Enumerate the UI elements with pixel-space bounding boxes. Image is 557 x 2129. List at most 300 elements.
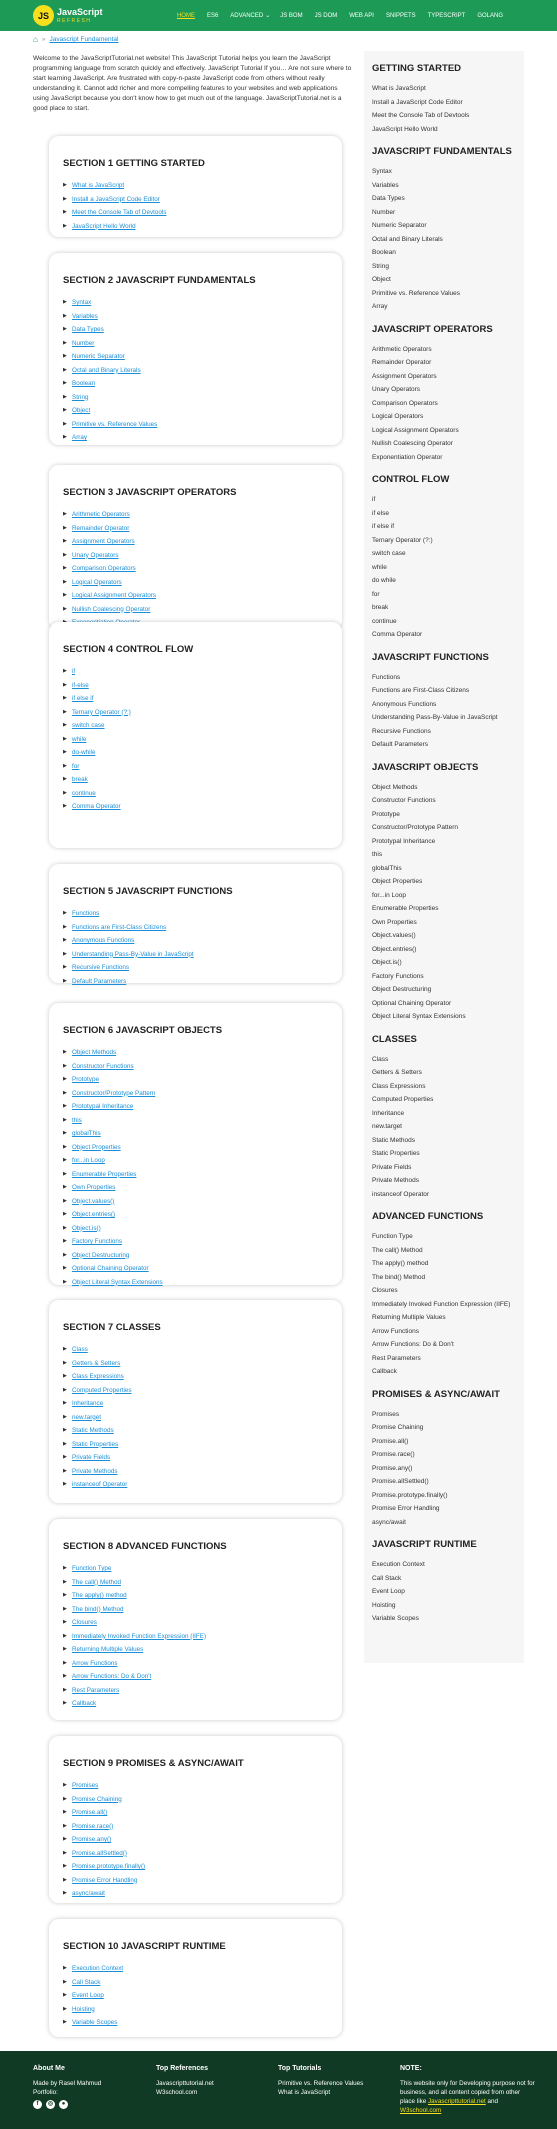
topic-link[interactable]: Numeric Separator — [72, 353, 125, 360]
bullet-triangle-icon: ▶ — [63, 1265, 67, 1271]
sidebar-item[interactable]: Factory Functions — [372, 972, 424, 980]
topic-link[interactable]: Optional Chaining Operator — [72, 1265, 149, 1272]
sidebar-item[interactable]: Inheritance — [372, 1109, 405, 1117]
logo-mark: JS — [33, 5, 54, 26]
topic-link[interactable]: The apply() method — [72, 1592, 127, 1599]
section-title: SECTION 3 JAVASCRIPT OPERATORS — [63, 487, 237, 498]
nav-item-typescript[interactable]: TYPESCRIPT — [427, 12, 466, 19]
sidebar-item[interactable]: Class Expressions — [372, 1082, 426, 1090]
sidebar-item[interactable]: Constructor Functions — [372, 797, 436, 804]
sidebar-item[interactable]: Own Properties — [372, 918, 417, 926]
nav-item-es6[interactable]: ES6 — [206, 12, 219, 19]
sidebar-item[interactable]: Remainder Operator — [372, 359, 432, 366]
bullet-triangle-icon: ▶ — [63, 1238, 67, 1244]
sidebar-item[interactable]: Comparison Operators — [372, 399, 438, 407]
sidebar-item[interactable]: Arithmetic Operators — [372, 345, 432, 353]
bullet-triangle-icon: ▶ — [63, 1440, 67, 1447]
sidebar-item[interactable]: Default Parameters — [372, 741, 428, 748]
sidebar-item[interactable]: Number — [372, 208, 396, 216]
topic-link[interactable]: async/await — [72, 1890, 105, 1897]
topic-link[interactable]: Variables — [72, 312, 98, 320]
list-item — [63, 1962, 342, 1976]
sidebar-item[interactable]: switch case — [372, 550, 406, 557]
topic-link[interactable]: Promise Chaining — [72, 1795, 122, 1803]
topic-link[interactable]: Enumerable Properties — [72, 1170, 137, 1178]
sidebar-item[interactable]: Private Methods — [372, 1177, 419, 1184]
topic-link[interactable]: Nullish Coalescing Operator — [72, 605, 151, 613]
sidebar-item[interactable]: Recursive Functions — [372, 727, 431, 735]
sidebar-item[interactable]: Function Type — [372, 1233, 413, 1240]
sidebar-item[interactable]: Optional Chaining Operator — [372, 999, 452, 1007]
topic-link[interactable]: Syntax — [72, 299, 92, 306]
sidebar — [364, 51, 524, 1663]
topic-link[interactable]: Promises — [72, 1782, 99, 1789]
topic-link[interactable]: Promise.any() — [72, 1836, 112, 1843]
sidebar-item[interactable]: Arrow Functions — [372, 1327, 419, 1335]
topic-link[interactable]: What is JavaScript — [72, 182, 125, 189]
topic-link[interactable]: Arithmetic Operators — [72, 511, 130, 518]
sidebar-item[interactable]: Functions are First-Class Citizens — [372, 687, 470, 694]
footer-tutorials-title: Top Tutorials — [278, 2065, 322, 2072]
sidebar-item[interactable]: Syntax — [372, 168, 392, 175]
sidebar-item[interactable]: JavaScript Hello World — [372, 125, 438, 133]
facebook-icon[interactable]: f — [33, 2100, 42, 2109]
topic-link[interactable]: Returning Multiple Values — [72, 1646, 144, 1653]
topic-link[interactable]: Prototypal Inheritance — [72, 1103, 134, 1110]
sidebar-item[interactable]: Anonymous Functions — [372, 700, 437, 708]
bullet-triangle-icon: ▶ — [63, 1876, 67, 1883]
topic-link[interactable]: Object Destructuring — [72, 1251, 130, 1259]
section-link-list — [63, 296, 342, 445]
sidebar-item[interactable]: Install a JavaScript Code Editor — [372, 98, 463, 106]
sidebar-item[interactable]: The apply() method — [372, 1260, 429, 1267]
bullet-triangle-icon: ▶ — [63, 605, 67, 612]
sidebar-item[interactable]: globalThis — [372, 864, 402, 872]
topic-link[interactable]: Event Loop — [72, 1992, 104, 1999]
sidebar-item[interactable]: Nullish Coalescing Operator — [372, 440, 453, 447]
list-item — [63, 1793, 342, 1807]
topic-link[interactable]: Own Properties — [72, 1184, 116, 1191]
sidebar-item[interactable]: Event Loop — [372, 1588, 405, 1595]
sidebar-item[interactable]: String — [372, 262, 389, 270]
list-item — [63, 179, 342, 193]
topic-link[interactable]: Private Fields — [72, 1454, 111, 1461]
sidebar-item[interactable]: Prototypal Inheritance — [372, 837, 436, 845]
sidebar-item[interactable]: The call() Method — [372, 1246, 423, 1254]
sidebar-item[interactable]: Understanding Pass-By-Value in JavaScript — [372, 714, 498, 721]
sidebar-item[interactable]: Functions — [372, 673, 401, 681]
topic-link[interactable]: Object.is() — [72, 1224, 101, 1232]
bullet-triangle-icon: ▶ — [63, 222, 67, 229]
sidebar-item[interactable]: Object — [372, 276, 391, 283]
sidebar-item[interactable]: Enumerable Properties — [372, 905, 439, 912]
topic-link[interactable]: Immediately Invoked Function Expression (IIFE) — [72, 1632, 207, 1640]
section-title: SECTION 5 JAVASCRIPT FUNCTIONS — [63, 886, 233, 897]
sidebar-item[interactable]: What is JavaScript — [372, 85, 426, 92]
list-item — [63, 1465, 342, 1479]
bullet-triangle-icon: ▶ — [63, 1578, 67, 1585]
topic-link[interactable]: Logical Operators — [72, 578, 122, 586]
topic-link[interactable]: Arrow Functions: Do & Don't — [72, 1673, 152, 1680]
sidebar-item[interactable]: Logical Assignment Operators — [372, 426, 459, 434]
list-item — [63, 760, 342, 774]
topic-link[interactable]: The bind() Method — [72, 1605, 124, 1613]
nav-item-web-api[interactable]: WEB API — [349, 12, 374, 19]
bullet-triangle-icon: ▶ — [63, 1346, 67, 1352]
sidebar-item[interactable]: continue — [372, 617, 397, 625]
nav-item-home[interactable]: HOME — [176, 12, 195, 19]
sidebar-item[interactable]: Array — [372, 303, 388, 310]
sidebar-item[interactable]: Closures — [372, 1287, 398, 1294]
topic-link[interactable]: Object.values() — [72, 1197, 115, 1205]
topic-link[interactable]: Promise Error Handling — [72, 1876, 138, 1884]
list-item — [63, 773, 342, 787]
footer-tutorial-link[interactable]: Primitive vs. Reference Values — [278, 2080, 364, 2087]
list-item — [63, 1630, 342, 1644]
footer-portfolio-label: Portfolio: — [33, 2089, 58, 2096]
sidebar-heading: JAVASCRIPT FUNCTIONS — [372, 651, 489, 663]
sidebar-item[interactable]: Octal and Binary Literals — [372, 235, 443, 243]
sidebar-group — [372, 1230, 516, 1379]
topic-link[interactable]: Understanding Pass-By-Value in JavaScript — [72, 950, 194, 958]
sidebar-item[interactable]: Static Methods — [372, 1136, 415, 1144]
sidebar-item[interactable]: Variable Scopes — [372, 1615, 419, 1622]
sidebar-item[interactable]: async/await — [372, 1518, 406, 1526]
topic-link[interactable]: Promise.all() — [72, 1809, 108, 1816]
footer-note-link-1[interactable]: Javascripttutorial.net — [428, 2098, 486, 2105]
list-item — [63, 337, 342, 351]
sidebar-item[interactable]: Arrow Functions: Do & Don't — [372, 1341, 454, 1348]
topic-link[interactable]: Computed Properties — [72, 1386, 132, 1394]
topic-link[interactable]: Ternary Operator (?:) — [72, 708, 131, 716]
nav-item-snippets[interactable]: SNIPPETS — [385, 12, 416, 19]
topic-link[interactable]: Inheritance — [72, 1400, 104, 1407]
list-item — [63, 1114, 342, 1128]
bullet-triangle-icon: ▶ — [63, 1427, 67, 1433]
sidebar-item[interactable]: while — [372, 563, 387, 571]
sidebar-item[interactable]: Promise Chaining — [372, 1424, 424, 1431]
list-item — [63, 1424, 342, 1438]
sidebar-item[interactable]: if else — [372, 509, 389, 517]
footer-reference-link[interactable]: W3school.com — [156, 2089, 198, 2096]
footer-tutorials — [278, 2064, 363, 2097]
topic-link[interactable]: Call Stack — [72, 1978, 101, 1986]
list-item — [63, 2016, 342, 2030]
list-item — [63, 961, 342, 975]
sidebar-heading: ADVANCED FUNCTIONS — [372, 1211, 484, 1222]
list-item — [63, 1874, 342, 1888]
sidebar-item[interactable]: Numeric Separator — [372, 222, 427, 229]
sidebar-item[interactable]: Object Destructuring — [372, 986, 432, 993]
topic-link[interactable]: Rest Parameters — [72, 1686, 120, 1694]
topic-link[interactable]: Primitive vs. Reference Values — [72, 420, 158, 428]
topic-link[interactable]: Comma Operator — [72, 803, 121, 810]
topic-link[interactable]: Variable Scopes — [72, 2019, 118, 2026]
list-item — [63, 535, 342, 549]
list-item — [63, 1616, 342, 1630]
list-item — [63, 1411, 342, 1425]
topic-link[interactable]: Function Type — [72, 1565, 112, 1572]
topic-link[interactable]: Boolean — [72, 380, 96, 387]
topic-link[interactable]: Default Parameters — [72, 977, 127, 985]
sidebar-group — [372, 1053, 516, 1202]
bullet-triangle-icon: ▶ — [63, 1062, 67, 1069]
sidebar-group — [372, 165, 516, 314]
sidebar-item[interactable]: Variables — [372, 181, 399, 189]
list-item — [63, 562, 342, 576]
sidebar-item[interactable]: Logical Operators — [372, 413, 424, 420]
topic-link[interactable]: Promise.race() — [72, 1822, 114, 1830]
bullet-triangle-icon: ▶ — [63, 803, 67, 809]
sidebar-item[interactable]: Unary Operators — [372, 386, 421, 393]
topic-link[interactable]: Constructor Functions — [72, 1062, 134, 1070]
topic-link[interactable]: continue — [72, 789, 96, 797]
sidebar-item[interactable]: Promise.race() — [372, 1451, 415, 1458]
bullet-triangle-icon: ▶ — [63, 1251, 67, 1258]
list-item — [63, 1860, 342, 1874]
sidebar-item[interactable]: The bind() Method — [372, 1273, 426, 1281]
sidebar-item[interactable]: Promise.any() — [372, 1464, 413, 1472]
topic-link[interactable]: for — [72, 762, 80, 770]
sidebar-item[interactable]: Callback — [372, 1368, 397, 1375]
topic-link[interactable]: Assignment Operators — [72, 538, 135, 545]
nav-item-golang[interactable]: GOLANG — [477, 12, 503, 19]
bullet-triangle-icon: ▶ — [63, 1646, 67, 1652]
site-logo[interactable] — [33, 4, 103, 27]
footer-about — [33, 2064, 101, 2109]
bullet-triangle-icon: ▶ — [63, 776, 67, 782]
list-item — [63, 1127, 342, 1141]
sidebar-item[interactable]: new.target — [372, 1123, 402, 1130]
topic-link[interactable]: Factory Functions — [72, 1238, 123, 1245]
sidebar-heading: CLASSES — [372, 1033, 417, 1045]
sidebar-item[interactable]: if — [372, 496, 376, 503]
bullet-triangle-icon: ▶ — [63, 1413, 67, 1420]
footer — [0, 2051, 557, 2129]
sidebar-item[interactable]: Primitive vs. Reference Values — [372, 289, 461, 297]
topic-link[interactable]: this — [72, 1116, 82, 1124]
list-item — [63, 1806, 342, 1820]
topic-link[interactable]: Object Properties — [72, 1143, 121, 1151]
bullet-triangle-icon: ▶ — [63, 1103, 67, 1109]
topic-link[interactable]: Closures — [72, 1619, 97, 1626]
sidebar-item[interactable]: Assignment Operators — [372, 372, 437, 380]
sidebar-item[interactable]: if else if — [372, 523, 395, 530]
topic-link[interactable]: Comparison Operators — [72, 565, 136, 572]
list-item — [63, 1562, 342, 1576]
topic-link[interactable]: Class Expressions — [72, 1373, 124, 1380]
topic-link[interactable]: Meet the Console Tab of Devtools — [72, 209, 167, 216]
list-item — [63, 1589, 342, 1603]
sidebar-item[interactable]: Execution Context — [372, 1561, 425, 1568]
bullet-triangle-icon: ▶ — [63, 592, 67, 598]
sidebar-item[interactable]: this — [372, 851, 383, 858]
list-item — [63, 1684, 342, 1698]
topic-link[interactable]: Object Literal Syntax Extensions — [72, 1278, 163, 1286]
topic-link[interactable]: new.target — [72, 1413, 102, 1421]
topic-link[interactable]: globalThis — [72, 1130, 101, 1137]
bullet-triangle-icon: ▶ — [63, 1686, 67, 1693]
sidebar-item[interactable]: Hoisting — [372, 1601, 396, 1609]
topic-link[interactable]: String — [72, 393, 89, 401]
list-item — [63, 679, 342, 693]
topic-link[interactable]: Private Methods — [72, 1467, 118, 1475]
sidebar-item[interactable]: Ternary Operator (?:) — [372, 536, 433, 544]
sidebar-item[interactable]: Object Methods — [372, 783, 418, 791]
section-title: SECTION 6 JAVASCRIPT OBJECTS — [63, 1025, 223, 1036]
sidebar-item[interactable]: Object Literal Syntax Extensions — [372, 1013, 466, 1020]
list-item — [63, 431, 342, 445]
sidebar-item[interactable]: Promise.prototype.finally() — [372, 1491, 448, 1499]
section-title: SECTION 8 ADVANCED FUNCTIONS — [63, 1541, 227, 1552]
sidebar-item[interactable]: instanceof Operator — [372, 1190, 430, 1198]
sidebar-item[interactable]: do while — [372, 577, 396, 584]
bullet-triangle-icon: ▶ — [63, 937, 67, 943]
bullet-triangle-icon: ▶ — [63, 2019, 67, 2025]
topic-link[interactable]: instanceof Operator — [72, 1481, 128, 1488]
sidebar-item[interactable]: for — [372, 590, 380, 598]
list-item — [63, 1847, 342, 1861]
sidebar-heading: GETTING STARTED — [372, 63, 462, 74]
nav-item-js-dom[interactable]: JS DOM — [314, 12, 338, 19]
bullet-triangle-icon: ▶ — [63, 977, 67, 984]
sidebar-item[interactable]: Exponentiation Operator — [372, 453, 443, 461]
home-icon[interactable]: ⌂ — [33, 35, 38, 44]
bullet-triangle-icon: ▶ — [63, 1849, 67, 1856]
chevron-down-icon: ⌄ — [265, 13, 271, 19]
topic-link[interactable]: Unary Operators — [72, 551, 119, 559]
sidebar-item[interactable]: Data Types — [372, 195, 405, 202]
sidebar-item[interactable]: Getters & Setters — [372, 1069, 422, 1076]
sidebar-item[interactable]: Prototype — [372, 810, 400, 818]
topic-link[interactable]: for...in Loop — [72, 1157, 105, 1164]
footer-tutorial-link[interactable]: What is JavaScript — [278, 2089, 331, 2096]
topic-link[interactable]: Recursive Functions — [72, 964, 130, 971]
topic-link[interactable]: while — [72, 735, 87, 743]
list-item — [63, 907, 342, 921]
sidebar-item[interactable]: Object.values() — [372, 932, 416, 939]
sidebar-item[interactable]: Computed Properties — [372, 1096, 434, 1103]
topic-link[interactable]: Callback — [72, 1700, 97, 1707]
bullet-triangle-icon: ▶ — [63, 1454, 67, 1460]
sidebar-item[interactable]: Call Stack — [372, 1574, 402, 1582]
topic-link[interactable]: break — [72, 776, 88, 783]
footer-note-link-2[interactable]: W3school.com — [400, 2107, 442, 2114]
topic-link[interactable]: Class — [72, 1346, 88, 1353]
list-item — [63, 1087, 342, 1101]
topic-link[interactable]: if-else — [72, 681, 89, 689]
topic-link[interactable]: switch case — [72, 722, 105, 729]
topic-link[interactable]: do-while — [72, 749, 96, 756]
sidebar-item[interactable]: Constructor/Prototype Pattern — [372, 824, 458, 831]
bullet-triangle-icon: ▶ — [63, 326, 67, 332]
list-item — [63, 1657, 342, 1671]
list-item — [63, 1276, 342, 1290]
section-title: SECTION 7 CLASSES — [63, 1322, 161, 1333]
list-item — [63, 1989, 342, 2003]
footer-about-title: About Me — [33, 2065, 65, 2072]
topic-link[interactable]: The call() Method — [72, 1578, 121, 1586]
topic-link[interactable]: JavaScript Hello World — [72, 222, 136, 230]
topic-link[interactable]: Static Methods — [72, 1427, 114, 1434]
sidebar-item[interactable]: Object.is() — [372, 959, 402, 966]
topic-link[interactable]: Getters & Setters — [72, 1359, 121, 1367]
topic-link[interactable]: Promise.allSettled() — [72, 1849, 127, 1857]
sidebar-item[interactable]: Promise.all() — [372, 1437, 409, 1445]
bullet-triangle-icon: ▶ — [63, 1978, 67, 1985]
sidebar-item[interactable]: Promise.allSettled() — [372, 1478, 429, 1485]
sidebar-item[interactable]: Static Properties — [372, 1150, 420, 1157]
topic-link[interactable]: Promise.prototype.finally() — [72, 1863, 146, 1870]
section-card — [49, 1736, 342, 1903]
topic-link[interactable]: Data Types — [72, 326, 104, 333]
topic-link[interactable]: if else if — [72, 695, 94, 702]
footer-reference-link[interactable]: Javascripttutorial.net — [156, 2080, 214, 2087]
topic-link[interactable]: Octal and Binary Literals — [72, 366, 141, 374]
topic-link[interactable]: Object Methods — [72, 1049, 117, 1056]
topic-link[interactable]: Array — [72, 434, 88, 441]
nav-item-advanced[interactable]: ADVANCED — [230, 12, 264, 19]
topic-link[interactable]: Object.entries() — [72, 1211, 116, 1218]
list-item — [63, 1195, 342, 1209]
topic-link[interactable]: Remainder Operator — [72, 524, 130, 532]
sidebar-item[interactable]: Returning Multiple Values — [372, 1314, 446, 1321]
sidebar-item[interactable]: Private Fields — [372, 1163, 412, 1171]
sidebar-item[interactable]: Class — [372, 1055, 389, 1063]
sidebar-item[interactable]: Object.entries() — [372, 945, 417, 953]
breadcrumb-current[interactable]: Javascript Fundamental — [49, 36, 119, 43]
nav-item-js-bom[interactable]: JS BOM — [280, 12, 303, 19]
topic-link[interactable]: Constructor/Prototype Pattern — [72, 1089, 156, 1097]
section-card — [49, 136, 342, 237]
topic-link[interactable]: Execution Context — [72, 1965, 124, 1972]
globe-icon[interactable]: ◎ — [47, 2101, 54, 2107]
topic-link[interactable]: Arrow Functions — [72, 1659, 118, 1667]
sidebar-item[interactable]: Comma Operator — [372, 631, 423, 638]
logo-subtitle: REFRESH — [57, 17, 92, 24]
sidebar-item[interactable]: Meet the Console Tab of Devtools — [372, 112, 470, 119]
sidebar-item[interactable]: Boolean — [372, 249, 396, 256]
topic-link[interactable]: if — [72, 668, 76, 675]
sidebar-item[interactable]: Promises — [372, 1410, 400, 1418]
topic-link[interactable]: Anonymous Functions — [72, 937, 135, 944]
sidebar-item[interactable]: for...in Loop — [372, 891, 406, 899]
sidebar-item[interactable]: break — [372, 604, 389, 611]
github-icon[interactable]: ● — [59, 2100, 68, 2109]
list-item — [63, 549, 342, 563]
list-item — [63, 665, 342, 679]
topic-link[interactable]: Prototype — [72, 1076, 99, 1083]
topic-link[interactable]: Static Properties — [72, 1440, 119, 1448]
topic-link[interactable]: Hoisting — [72, 2005, 95, 2013]
topic-link[interactable]: Logical Assignment Operators — [72, 592, 157, 599]
sidebar-item[interactable]: Promise Error Handling — [372, 1505, 440, 1512]
sidebar-heading: CONTROL FLOW — [372, 474, 450, 485]
topic-link[interactable]: Functions are First-Class Citizens — [72, 923, 167, 931]
topic-link[interactable]: Install a JavaScript Code Editor — [72, 195, 160, 203]
sidebar-item[interactable]: Object Properties — [372, 878, 423, 885]
topic-link[interactable]: Object — [72, 407, 91, 414]
bullet-triangle-icon: ▶ — [63, 182, 67, 188]
list-item — [63, 1643, 342, 1657]
topic-link[interactable]: Number — [72, 339, 95, 347]
topic-link[interactable]: Functions — [72, 910, 100, 917]
sidebar-item[interactable]: Immediately Invoked Function Expression (IIFE) — [372, 1300, 511, 1308]
sidebar-item[interactable]: Rest Parameters — [372, 1354, 421, 1362]
list-item — [63, 391, 342, 405]
section-link-list — [63, 179, 342, 233]
bullet-triangle-icon: ▶ — [63, 1400, 67, 1406]
